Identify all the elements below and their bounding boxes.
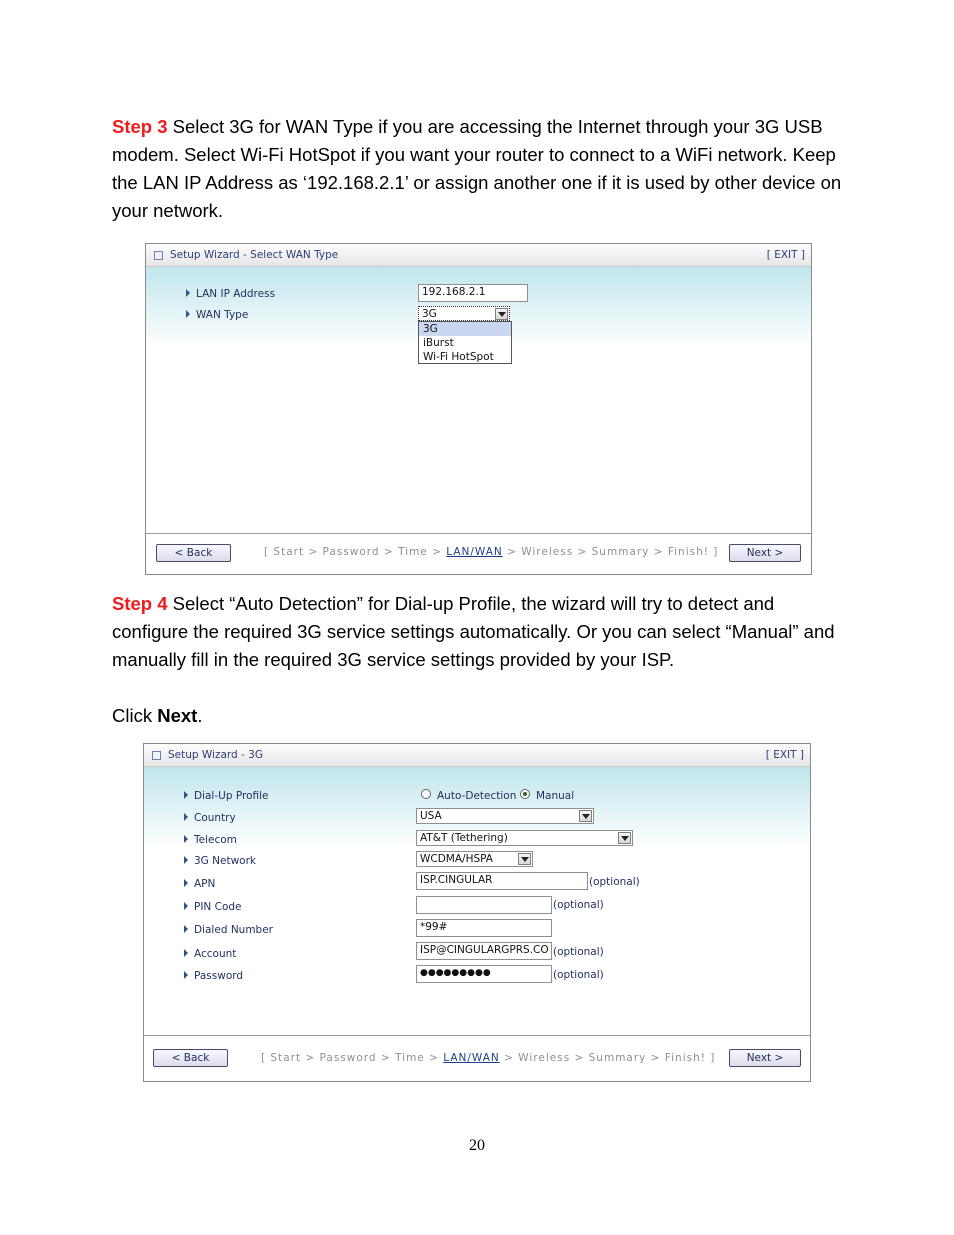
pin-optional: (optional) [553,899,604,911]
wan-type-select[interactable] [418,306,510,321]
telecom-value: AT&T (Tethering) [420,832,508,844]
wizard-footer [144,1035,810,1081]
step3-text: Select 3G for WAN Type if you are accessing the Internet through your 3G USB modem. Select Wi-Fi HotSpot if you want your router to connect to a WiFi network. Keep the LAN IP Address as ‘192.168.2.1’ or assign another one if it is used by other device on your network. [112,116,842,221]
chevron-down-icon[interactable] [495,308,508,320]
chevron-down-icon[interactable] [518,853,531,865]
wan-option-3g[interactable]: 3G [419,322,511,336]
crumb-post: > Wireless > Summary > Finish! ] [499,1052,716,1064]
network-label-row [184,855,256,867]
step3-paragraph [112,113,852,225]
bullet-arrow-icon [184,835,188,843]
account-optional: (optional) [553,946,604,958]
auto-detection-radio[interactable] [421,789,431,799]
wan-option-iburst[interactable]: iBurst [423,337,454,349]
telecom-label-row [184,834,237,846]
wizard-title: Setup Wizard - 3G [168,749,263,761]
country-label-row [184,812,236,824]
telecom-select[interactable] [416,830,633,846]
password-label-row [184,970,243,982]
pin-label-row [184,901,242,913]
apn-label-row [184,878,215,890]
window-icon [154,251,163,260]
dialup-label-row [184,790,268,802]
country-label: Country [194,812,236,824]
bullet-arrow-icon [184,879,188,887]
bullet-arrow-icon [186,310,190,318]
password-optional: (optional) [553,969,604,981]
wan-option-wifi-hotspot[interactable]: Wi-Fi HotSpot [423,351,494,363]
bullet-arrow-icon [184,925,188,933]
lan-ip-input[interactable]: 192.168.2.1 [418,284,528,302]
dialed-label: Dialed Number [194,924,273,936]
account-label-row [184,948,236,960]
wan-type-label: WAN Type [196,309,249,321]
network-select[interactable] [416,851,533,867]
crumb-active: LAN/WAN [443,1052,500,1064]
back-button[interactable]: < Back [153,1049,228,1067]
crumb-post: > Wireless > Summary > Finish! ] [502,546,719,558]
step4-paragraph [112,590,852,674]
network-value: WCDMA/HSPA [420,853,493,865]
wizard-title-bar [146,244,811,267]
bullet-arrow-icon [186,289,190,297]
apn-label: APN [194,878,216,890]
dialed-label-row [184,924,273,936]
pin-label: PIN Code [194,901,242,913]
network-label: 3G Network [194,855,256,867]
manual-label: Manual [536,790,575,802]
back-button[interactable]: < Back [156,544,231,562]
wan-type-label-row [186,309,248,321]
wan-type-value: 3G [422,308,437,320]
manual-radio[interactable] [520,789,530,799]
wizard-breadcrumb [264,546,718,558]
account-label: Account [194,948,237,960]
next-button[interactable]: Next > [729,1049,801,1067]
password-input[interactable]: ●●●●●●●●● [416,965,552,983]
telecom-label: Telecom [194,834,237,846]
crumb-active: LAN/WAN [446,546,503,558]
chevron-down-icon[interactable] [579,810,592,822]
window-icon [152,751,161,760]
lan-ip-label: LAN IP Address [196,288,276,300]
wan-type-wizard-panel [145,243,812,575]
bullet-arrow-icon [184,971,188,979]
account-input[interactable]: ISP@CINGULARGPRS.CO [416,942,552,960]
click-next-post: . [197,705,203,726]
click-next-bold: Next [157,705,198,726]
click-next-line [112,702,852,730]
chevron-down-icon[interactable] [618,832,631,844]
apn-optional: (optional) [589,876,640,888]
step3-label: Step 3 [112,116,168,137]
dialup-label: Dial-Up Profile [194,790,269,802]
3g-wizard-panel [143,743,811,1082]
auto-detection-label: Auto-Detection [437,790,517,802]
bullet-arrow-icon [184,791,188,799]
country-value: USA [420,810,442,822]
step4-text: Select “Auto Detection” for Dial-up Profile, the wizard will try to detect and configure the required 3G service settings automatically. Or you can select “Manual” and manually fill in the required 3G service settings provided by your ISP. [112,593,835,670]
wizard-title-bar [144,744,810,767]
crumb-pre: [ Start > Password > Time > [264,546,447,558]
bullet-arrow-icon [184,949,188,957]
exit-link[interactable]: [ EXIT ] [766,249,805,261]
wizard-footer [146,533,811,574]
country-select[interactable] [416,808,594,824]
lan-ip-label-row [186,288,275,300]
page-number: 20 [469,1137,485,1154]
exit-link[interactable]: [ EXIT ] [765,749,804,761]
wizard-breadcrumb [261,1052,715,1064]
click-next-pre: Click [112,705,158,726]
crumb-pre: [ Start > Password > Time > [261,1052,444,1064]
wizard-title: Setup Wizard - Select WAN Type [170,249,339,261]
dialed-number-input[interactable]: *99# [416,919,552,937]
bullet-arrow-icon [184,813,188,821]
bullet-arrow-icon [184,902,188,910]
apn-input[interactable]: ISP.CINGULAR [416,872,588,890]
pin-input[interactable] [416,896,552,914]
bullet-arrow-icon [184,856,188,864]
wan-type-dropdown-list [418,321,512,364]
password-label: Password [194,970,244,982]
next-button[interactable]: Next > [729,544,801,562]
step4-label: Step 4 [112,593,168,614]
